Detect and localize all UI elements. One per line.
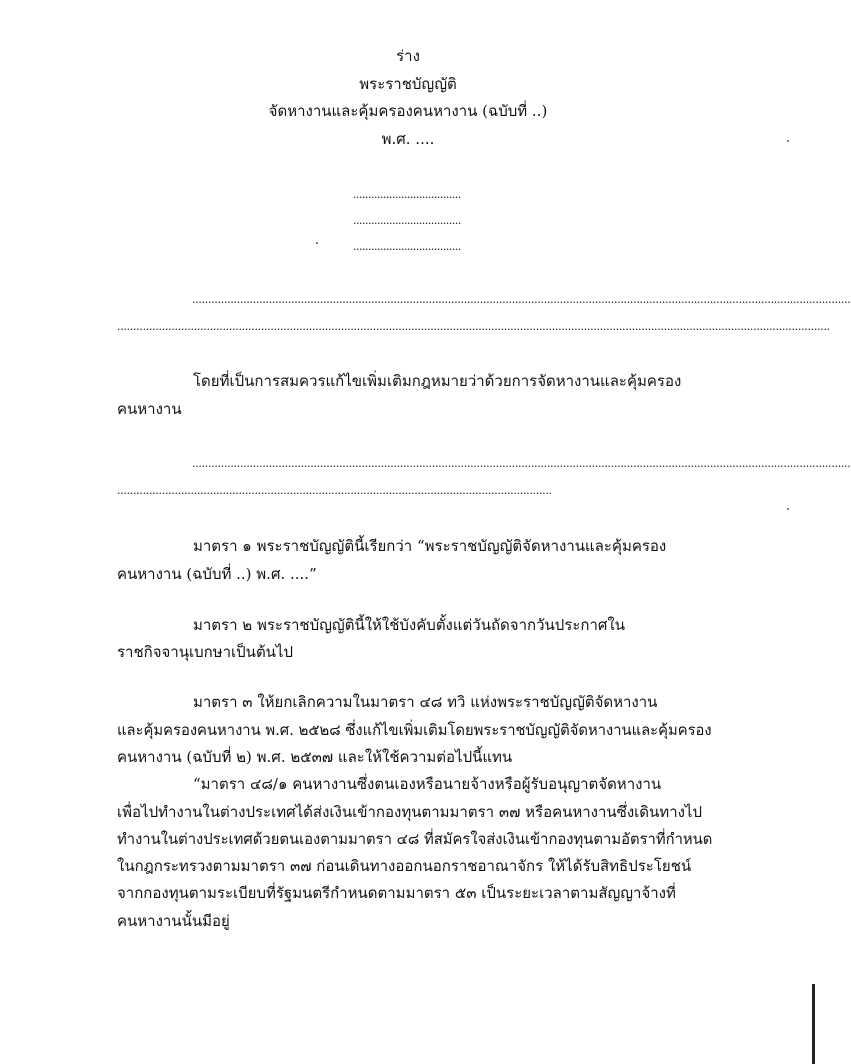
signature-dots-2: .................................... — [353, 214, 461, 227]
section-48-1-line-6: คนหางานนั้นมีอยู่ — [117, 912, 230, 930]
section-3-line-1: มาตรา ๓ ให้ยกเลิกความในมาตรา ๔๘ ทวิ แห่งพระราชบัญญัติจัดหางาน — [193, 693, 658, 711]
act-type-heading: พระราชบัญญัติ — [359, 75, 457, 93]
preamble-dots-2: ............................................................................................................................................................................................................................... — [117, 320, 830, 333]
act-year: พ.ศ. .... — [381, 130, 435, 148]
section-2-line-2: ราชกิจจานุเบกษาเป็นต้นไป — [117, 643, 294, 661]
section-48-1-line-2: เพื่อไปทำงานในต่างประเทศได้ส่งเงินเข้ากองทุนตามมาตรา ๓๗ หรือคนหางานซึ่งเดินทางไป — [117, 803, 702, 821]
scan-speck — [787, 140, 789, 142]
section-2-line-1: มาตรา ๒ พระราชบัญญัตินี้ให้ใช้บังคับตั้งแต่วันถัดจากวันประกาศใน — [193, 616, 625, 634]
section-1-line-2: คนหางาน (ฉบับที่ ..) พ.ศ. ....” — [117, 565, 317, 583]
section-3-line-3: คนหางาน (ฉบับที่ ๒) พ.ศ. ๒๕๓๗ และให้ใช้ความต่อไปนี้แทน — [117, 748, 513, 766]
preamble-dots-1: .............................................................................................................................................................................................................. — [192, 293, 851, 306]
enact-dots-1: .............................................................................................................................................................................................................. — [192, 457, 851, 470]
section-48-1-line-4: ในกฎกระทรวงตามมาตรา ๓๗ ก่อนเดินทางออกนอกราชอาณาจักร ให้ได้รับสิทธิประโยชน์ — [117, 857, 692, 875]
scan-speck — [316, 242, 318, 244]
scan-edge-mark — [812, 984, 815, 1064]
scan-speck — [787, 508, 789, 510]
section-1-line-1: มาตรา ๑ พระราชบัญญัตินี้เรียกว่า “พระราชบัญญัติจัดหางานและคุ้มครอง — [193, 537, 667, 555]
signature-dots-1: .................................... — [353, 188, 461, 201]
draft-label: ร่าง — [396, 47, 420, 65]
section-48-1-line-5: จากกองทุนตามระเบียบที่รัฐมนตรีกำหนดตามมาตรา ๕๓ เป็นระยะเวลาตามสัญญาจ้างที่ — [117, 884, 676, 902]
section-48-1-line-3: ทำงานในต่างประเทศด้วยตนเองตามมาตรา ๔๘ ที่สมัครใจส่งเงินเข้ากองทุนตามอัตราที่กำหนด — [117, 830, 713, 848]
section-48-1-line-1: “มาตรา ๔๘/๑ คนหางานซึ่งตนเองหรือนายจ้างหรือผู้รับอนุญาตจัดหางาน — [193, 775, 662, 793]
act-title-heading: จัดหางานและคุ้มครองคนหางาน (ฉบับที่ ..) — [268, 102, 548, 120]
recital-line-1: โดยที่เป็นการสมควรแก้ไขเพิ่มเติมกฎหมายว่าด้วยการจัดหางานและคุ้มครอง — [193, 372, 682, 390]
enact-dots-2: ........................................................................................................................................ — [117, 484, 552, 497]
recital-line-2: คนหางาน — [117, 400, 182, 418]
signature-dots-3: .................................... — [353, 240, 461, 253]
section-3-line-2: และคุ้มครองคนหางาน พ.ศ. ๒๕๒๘ ซึ่งแก้ไขเพิ่มเติมโดยพระราชบัญญัติจัดหางานและคุ้มครอง — [117, 721, 712, 739]
